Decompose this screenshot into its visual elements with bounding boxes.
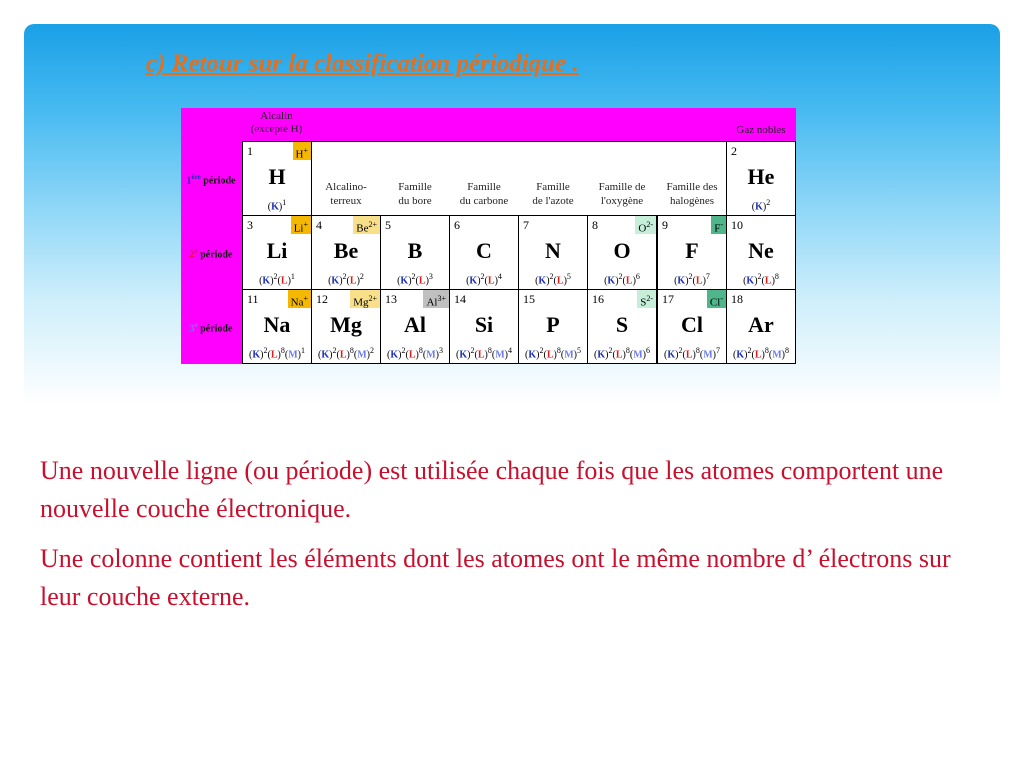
- period-word: période: [197, 249, 233, 261]
- shell-count: 2: [549, 271, 554, 281]
- shell-count: 3: [438, 345, 443, 355]
- shell-k: K: [390, 349, 399, 360]
- shell-k: K: [538, 275, 547, 286]
- shell-l: L: [754, 349, 762, 360]
- shell-count: 3: [428, 271, 433, 281]
- shell-l: L: [625, 275, 633, 286]
- shell-count: 2: [369, 345, 374, 355]
- element-symbol: O: [613, 238, 631, 263]
- element-symbol: C: [476, 238, 492, 263]
- element-cell-h: [242, 141, 312, 216]
- electron-configuration: $(K)^2(L)^4$: [466, 271, 502, 286]
- shell-k: K: [321, 349, 330, 360]
- paragraph-periode: Une nouvelle ligne (ou période) est utilisée chaque fois que les atomes comportent une nouvelle couche électronique.: [40, 456, 944, 523]
- family-label: [449, 180, 519, 208]
- shell-k: K: [271, 201, 279, 212]
- family-label-line: halogènes: [670, 195, 714, 207]
- element-cell-p: [518, 289, 588, 364]
- ion-charge: +: [303, 294, 308, 303]
- atomic-number: 2: [731, 144, 737, 158]
- shell-m: M: [703, 349, 713, 360]
- shell-count: 8: [774, 271, 779, 281]
- shell-k: K: [755, 201, 763, 212]
- element-symbol: F: [685, 238, 699, 263]
- electron-configuration: $(K)^2(L)^8$: [743, 271, 779, 286]
- ion-charge: -: [720, 294, 723, 303]
- shell-count: 2: [470, 345, 475, 355]
- electron-configuration: $(K)^2(L)^6$: [604, 271, 640, 286]
- element-cell-s: [587, 289, 657, 364]
- electron-configuration: $(K)^2(L)^8(M)^5$: [525, 345, 581, 360]
- shell-count: 2: [747, 345, 752, 355]
- shell-count: 4: [507, 345, 512, 355]
- element-symbol: Ar: [748, 312, 774, 337]
- ion-badge: [288, 290, 311, 308]
- element-symbol: Be: [333, 238, 359, 263]
- shell-k: K: [262, 275, 271, 286]
- atomic-number: 7: [523, 218, 529, 232]
- family-label-line: terreux: [330, 195, 362, 207]
- ion-badge: [423, 290, 449, 308]
- shell-count: 4: [497, 271, 502, 281]
- shell-k: K: [331, 275, 340, 286]
- electron-configuration: $(K)^2(L)^1$: [259, 271, 295, 286]
- element-symbol: Si: [474, 312, 494, 337]
- ion-symbol: O: [638, 222, 647, 235]
- element-cell-ne: [726, 215, 796, 290]
- electron-configuration: $(K)^2(L)^8(M)^7$: [664, 345, 720, 360]
- atomic-number: 11: [247, 292, 259, 306]
- shell-l: L: [270, 349, 278, 360]
- shell-count: 2: [342, 271, 347, 281]
- shell-l: L: [546, 349, 554, 360]
- ion-badge: [711, 216, 726, 234]
- electron-configuration: $(K)^1$: [267, 197, 287, 212]
- shell-count: 6: [635, 271, 640, 281]
- period-label: [181, 173, 241, 186]
- shell-count: 2: [273, 271, 278, 281]
- family-label-line: Famille des: [666, 181, 718, 193]
- family-label-line: Famille: [398, 181, 432, 193]
- element-symbol: Cl: [681, 312, 703, 337]
- ion-symbol: Al: [426, 296, 438, 309]
- atomic-number: 16: [592, 292, 604, 306]
- shell-count: 8: [349, 345, 354, 355]
- shell-k: K: [746, 275, 755, 286]
- ion-badge: [707, 290, 726, 308]
- header-alcalin-line1: Alcalin: [260, 110, 293, 122]
- element-cell-he: [726, 141, 796, 216]
- ion-charge: +: [303, 220, 308, 229]
- period-number: 3: [189, 323, 195, 335]
- shell-count: 1: [282, 197, 287, 207]
- element-cell-si: [449, 289, 519, 364]
- shell-count: 2: [539, 345, 544, 355]
- electron-configuration: $(K)^2(L)^8(M)^1$: [249, 345, 305, 360]
- shell-count: 2: [757, 271, 762, 281]
- shell-l: L: [487, 275, 495, 286]
- shell-count: 2: [678, 345, 683, 355]
- element-cell-o: [587, 215, 657, 290]
- shell-k: K: [459, 349, 468, 360]
- ion-symbol: S: [640, 296, 647, 309]
- ion-charge: -: [720, 220, 723, 229]
- ion-badge: [291, 216, 311, 234]
- shell-count: 8: [418, 345, 423, 355]
- shell-count: 8: [695, 345, 700, 355]
- element-symbol: P: [546, 312, 560, 337]
- shell-count: 5: [576, 345, 581, 355]
- shell-count: 2: [618, 271, 623, 281]
- period-number: 1: [186, 175, 192, 187]
- shell-l: L: [556, 275, 564, 286]
- ion-badge: [353, 216, 380, 234]
- element-cell-b: [380, 215, 450, 290]
- element-symbol: He: [747, 164, 775, 189]
- atomic-number: 9: [662, 218, 668, 232]
- family-label: [587, 180, 657, 208]
- element-cell-n: [518, 215, 588, 290]
- shell-count: 8: [764, 345, 769, 355]
- shell-k: K: [469, 275, 478, 286]
- shell-count: 8: [784, 345, 789, 355]
- family-label: [657, 180, 727, 208]
- ion-symbol: H: [295, 148, 304, 161]
- shell-l: L: [615, 349, 623, 360]
- ion-symbol: Na: [290, 296, 304, 309]
- shell-count: 7: [705, 271, 710, 281]
- ion-badge: [637, 290, 656, 308]
- header-alcalin-line2: (excepté H): [250, 123, 303, 135]
- electron-configuration: $(K)^2(L)^8(M)^2$: [318, 345, 374, 360]
- shell-count: 8: [556, 345, 561, 355]
- shell-count: 8: [280, 345, 285, 355]
- element-cell-mg: [311, 289, 381, 364]
- electron-configuration: $(K)^2(L)^8(M)^8$: [733, 345, 789, 360]
- ion-symbol: Mg: [353, 296, 369, 309]
- header-alcalin: [242, 110, 311, 136]
- shell-k: K: [667, 349, 676, 360]
- shell-m: M: [357, 349, 367, 360]
- electron-configuration: $(K)^2(L)^8(M)^6$: [594, 345, 650, 360]
- element-symbol: Mg: [330, 312, 362, 337]
- shell-l: L: [280, 275, 288, 286]
- family-label: [311, 180, 381, 208]
- shell-l: L: [418, 275, 426, 286]
- shell-k: K: [607, 275, 616, 286]
- element-symbol: Al: [404, 312, 426, 337]
- shell-l: L: [349, 275, 357, 286]
- atomic-number: 8: [592, 218, 598, 232]
- element-cell-na: [242, 289, 312, 364]
- atomic-number: 6: [454, 218, 460, 232]
- ion-charge: 2-: [646, 294, 653, 303]
- family-label-line: Famille: [467, 181, 501, 193]
- element-symbol: Ne: [748, 238, 774, 263]
- family-label-line: du bore: [398, 195, 432, 207]
- element-cell-cl: [657, 289, 727, 364]
- atomic-number: 10: [731, 218, 743, 232]
- atomic-number: 3: [247, 218, 253, 232]
- shell-k: K: [736, 349, 745, 360]
- shell-count: 2: [332, 345, 337, 355]
- atomic-number: 14: [454, 292, 466, 306]
- period-ordinal: e: [194, 321, 198, 329]
- shell-l: L: [408, 349, 416, 360]
- shell-m: M: [426, 349, 436, 360]
- shell-k: K: [528, 349, 537, 360]
- atomic-number: 4: [316, 218, 322, 232]
- atomic-number: 18: [731, 292, 743, 306]
- period-ordinal: e: [194, 247, 198, 255]
- period-number: 2: [189, 249, 195, 261]
- shell-k: K: [677, 275, 686, 286]
- shell-l: L: [695, 275, 703, 286]
- shell-count: 8: [625, 345, 630, 355]
- shell-m: M: [772, 349, 782, 360]
- electron-configuration: $(K)^2$: [751, 197, 771, 212]
- shell-l: L: [764, 275, 772, 286]
- shell-count: 2: [359, 271, 364, 281]
- element-cell-ar: [726, 289, 796, 364]
- shell-count: 1: [300, 345, 305, 355]
- ion-charge: +: [303, 146, 308, 155]
- ion-symbol: Be: [356, 222, 369, 235]
- paragraph-colonne: Une colonne contient les éléments dont les atomes ont le même nombre d’ électrons sur leur couche externe.: [40, 544, 951, 611]
- family-label: [518, 180, 588, 208]
- shell-k: K: [597, 349, 606, 360]
- period-label: [181, 321, 241, 334]
- ion-symbol: Cl: [709, 296, 721, 309]
- atomic-number: 5: [385, 218, 391, 232]
- element-symbol: H: [268, 164, 286, 189]
- ion-charge: 2-: [646, 220, 653, 229]
- shell-m: M: [564, 349, 574, 360]
- element-cell-be: [311, 215, 381, 290]
- shell-count: 2: [608, 345, 613, 355]
- element-symbol: N: [545, 238, 561, 263]
- electron-configuration: $(K)^2(L)^7$: [674, 271, 710, 286]
- family-label-line: Famille de: [598, 181, 646, 193]
- electron-configuration: $(K)^2(L)^5$: [535, 271, 571, 286]
- shell-count: 2: [263, 345, 268, 355]
- period-ordinal: ère: [191, 173, 201, 181]
- atomic-number: 17: [662, 292, 674, 306]
- ion-symbol: F: [714, 222, 721, 235]
- atomic-number: 12: [316, 292, 328, 306]
- period-label: [181, 247, 241, 260]
- shell-count: 1: [290, 271, 295, 281]
- electron-configuration: $(K)^2(L)^8(M)^3$: [387, 345, 443, 360]
- ion-badge: [350, 290, 380, 308]
- ion-charge: 2+: [368, 294, 377, 303]
- shell-m: M: [633, 349, 643, 360]
- family-label-line: de l'azote: [532, 195, 574, 207]
- atomic-number: 13: [385, 292, 397, 306]
- element-cell-li: [242, 215, 312, 290]
- element-symbol: Li: [266, 238, 288, 263]
- shell-count: 2: [688, 271, 693, 281]
- period-word: période: [197, 323, 233, 335]
- shell-count: 2: [411, 271, 416, 281]
- family-label-line: Alcalino-: [325, 181, 367, 193]
- ion-badge: [635, 216, 656, 234]
- ion-symbol: Li: [293, 222, 304, 235]
- ion-charge: 2+: [368, 220, 377, 229]
- element-symbol: Na: [263, 312, 291, 337]
- shell-count: 5: [566, 271, 571, 281]
- shell-l: L: [477, 349, 485, 360]
- element-cell-c: [449, 215, 519, 290]
- family-label-line: du carbone: [459, 195, 509, 207]
- shell-k: K: [400, 275, 409, 286]
- shell-count: 2: [401, 345, 406, 355]
- shell-count: 8: [487, 345, 492, 355]
- shell-count: 2: [480, 271, 485, 281]
- atomic-number: 15: [523, 292, 535, 306]
- element-cell-f: [657, 215, 727, 290]
- slide-title: c) Retour sur la classification périodique .: [146, 50, 579, 77]
- shell-count: 2: [766, 197, 771, 207]
- header-gaz-nobles: Gaz nobles: [736, 124, 786, 136]
- family-label-line: l'oxygène: [600, 195, 644, 207]
- shell-count: 6: [645, 345, 650, 355]
- family-label: [380, 180, 450, 208]
- shell-m: M: [288, 349, 298, 360]
- ion-charge: 3+: [437, 294, 446, 303]
- element-cell-al: [380, 289, 450, 364]
- period-word: période: [200, 175, 236, 187]
- slide-body: [40, 452, 990, 628]
- shell-k: K: [252, 349, 261, 360]
- electron-configuration: $(K)^2(L)^2$: [328, 271, 364, 286]
- electron-configuration: $(K)^2(L)^3$: [397, 271, 433, 286]
- shell-l: L: [685, 349, 693, 360]
- family-label-line: Famille: [536, 181, 570, 193]
- shell-m: M: [495, 349, 505, 360]
- element-symbol: S: [615, 312, 629, 337]
- shell-count: 7: [715, 345, 720, 355]
- element-symbol: B: [407, 238, 423, 263]
- electron-configuration: $(K)^2(L)^8(M)^4$: [456, 345, 512, 360]
- periodic-table: [181, 108, 796, 364]
- ion-badge: [293, 142, 311, 160]
- atomic-number: 1: [247, 144, 253, 158]
- shell-l: L: [339, 349, 347, 360]
